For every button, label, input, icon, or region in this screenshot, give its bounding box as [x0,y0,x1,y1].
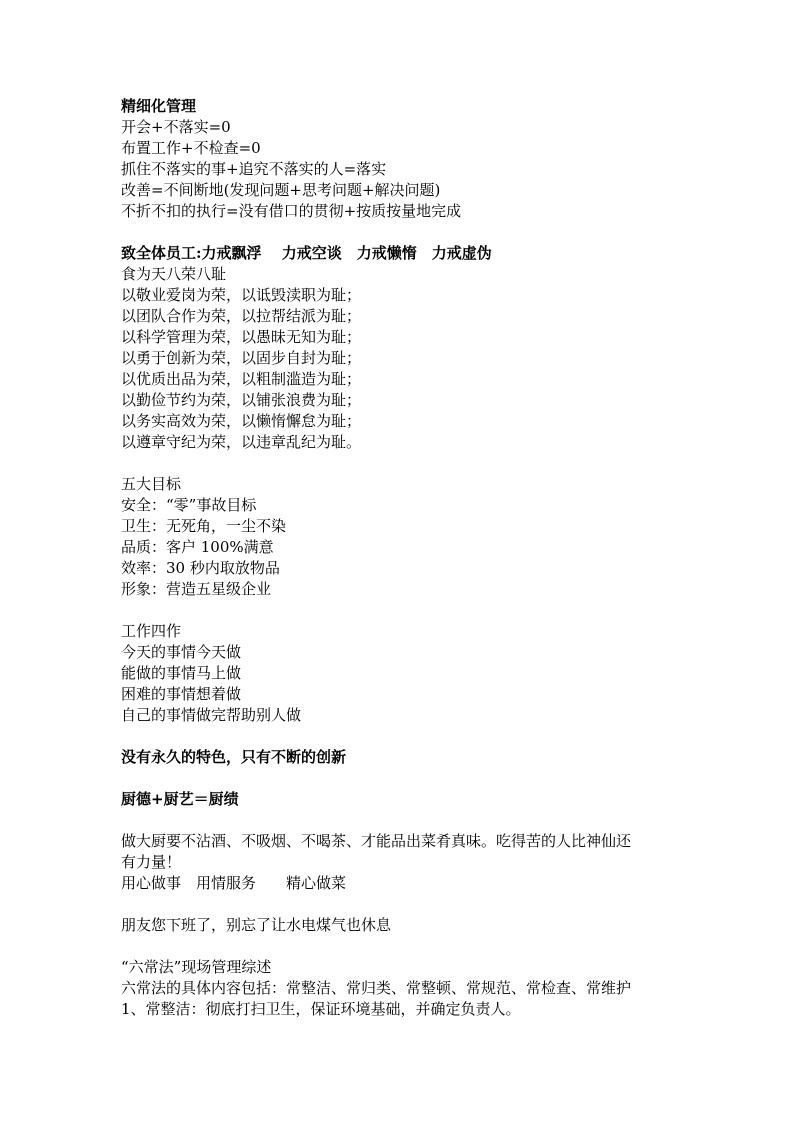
slogan-chef-virtue: 厨德+厨艺＝厨绩 [121,790,239,808]
text-line: 效率：30 秒内取放物品 [121,559,280,577]
blank-line [121,810,681,831]
section-subtitle-eight-honors: 食为天八荣八耻 [121,265,227,283]
text-line: 能做的事情马上做 [121,664,242,682]
blank-line [121,768,681,789]
blank-line [121,894,681,915]
text-line: 今天的事情今天做 [121,643,242,661]
text-line: 卫生：无死角，一尘不染 [121,517,287,535]
text-line: 抓住不落实的事+追究不落实的人=落实 [121,160,387,178]
text-line: 以敬业爱岗为荣，以诋毁渎职为耻； [121,286,362,304]
blank-line [121,453,681,474]
blank-line [121,222,681,243]
text-line: 品质：客户 100%满意 [121,538,274,556]
text-line: 以优质出品为荣，以粗制滥造为耻； [121,370,362,388]
blank-line [121,936,681,957]
section-title-to-all-staff: 致全体员工:力戒飘浮 力戒空谈 力戒懒惰 力戒虚伪 [121,244,492,262]
motto-line: 用心做事 用情服务 精心做菜 [121,874,347,892]
paragraph-line: 有力量！ [121,853,182,871]
text-line: 以团队合作为荣，以拉帮结派为耻； [121,307,362,325]
text-line: 以务实高效为荣，以懒惰懈怠为耻； [121,412,362,430]
text-line: 安全：“零”事故目标 [121,496,257,514]
section-title-five-goals: 五大目标 [121,475,182,493]
section-title-work-four: 工作四作 [121,622,182,640]
section-title-six-methods: “六常法”现场管理综述 [121,958,272,976]
text-line: 自己的事情做完帮助别人做 [121,706,302,724]
text-line: 以科学管理为荣，以愚昧无知为耻； [121,328,362,346]
reminder-line: 朋友您下班了，别忘了让水电煤气也休息 [121,916,392,934]
text-line: 开会+不落实=0 [121,118,231,136]
text-line: 以勤俭节约为荣，以铺张浪费为耻； [121,391,362,409]
text-line: 形象：营造五星级企业 [121,580,272,598]
text-line: 六常法的具体内容包括：常整洁、常归类、常整顿、常规范、常检查、常维护 [121,979,632,997]
text-line: 困难的事情想着做 [121,685,242,703]
text-line: 以勇于创新为荣，以固步自封为耻； [121,349,362,367]
text-line: 以遵章守纪为荣，以违章乱纪为耻。 [121,433,362,451]
document-body [121,96,681,1020]
text-line: 1、常整洁：彻底打扫卫生，保证环境基础，并确定负责人。 [121,1000,521,1018]
section-title-refined-management: 精细化管理 [121,97,197,115]
text-line: 改善=不间断地(发现问题+思考问题+解决问题) [121,181,441,199]
paragraph-line: 做大厨要不沾酒、不吸烟、不喝茶、才能品出菜肴真味。吃得苦的人比神仙还 [121,832,632,850]
text-line: 布置工作+不检查=0 [121,139,261,157]
slogan-innovation: 没有永久的特色，只有不断的创新 [121,748,347,766]
text-line: 不折不扣的执行=没有借口的贯彻+按质按量地完成 [121,202,462,220]
blank-line [121,600,681,621]
blank-line [121,726,681,747]
